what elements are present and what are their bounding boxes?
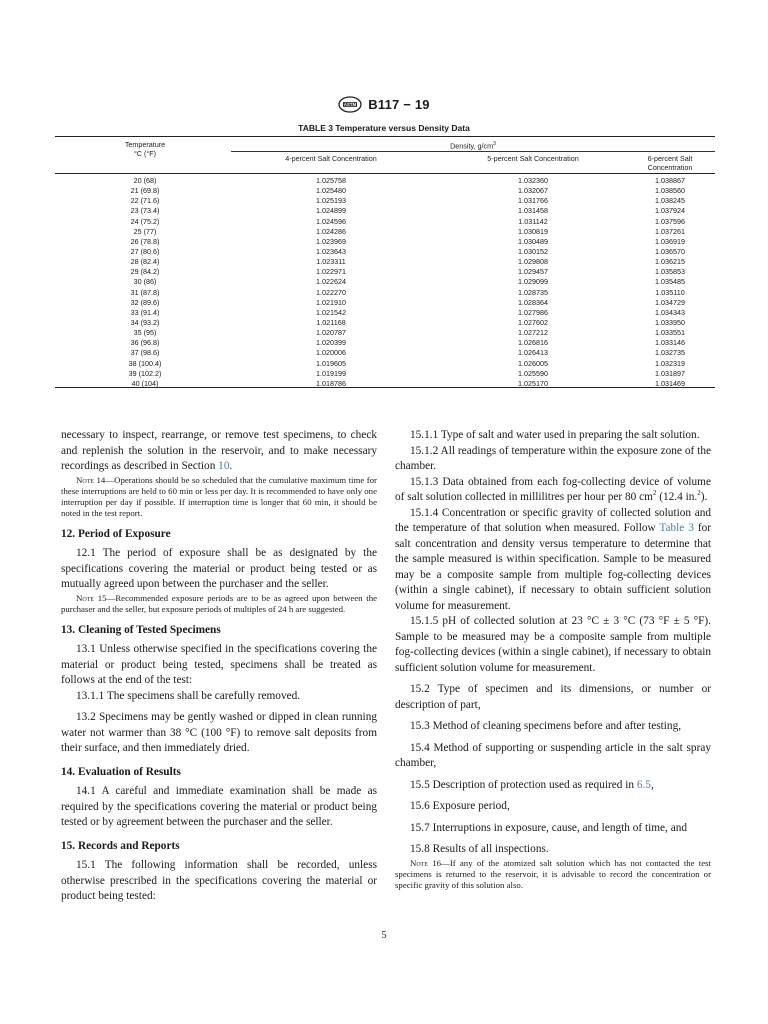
density-cell: 1.022971 [316, 267, 346, 277]
table-row [55, 318, 715, 328]
paragraph-13-1-1: 13.1.1 The specimens shall be carefully removed. [76, 689, 301, 702]
table-row [55, 308, 715, 318]
density-cell: 1.038560 [655, 186, 685, 196]
density-cell: 1.037596 [655, 216, 685, 226]
table-row [55, 288, 715, 298]
density-cell: 1.031458 [518, 206, 548, 216]
section-12-heading: 12. Period of Exposure [61, 527, 171, 540]
density-cell: 1.036215 [655, 257, 685, 267]
table-title: TABLE 3 Temperature versus Density Data [298, 123, 470, 133]
density-cell: 1.036919 [655, 236, 685, 246]
subheader-4-percent: 4-percent Salt Concentration [285, 154, 377, 163]
temperature-cell: 38 (100.4) [128, 358, 162, 368]
temperature-cell: 29 (84.2) [130, 267, 160, 277]
paragraph-15-5: 15.5 Description of protection used as required in 6.5, [410, 778, 654, 791]
density-cell: 1.038245 [655, 196, 685, 206]
table-row [55, 247, 715, 257]
density-cell: 1.032067 [518, 186, 548, 196]
density-cell: 1.023643 [316, 246, 346, 256]
density-cell: 1.029099 [518, 277, 548, 287]
density-cell: 1.025170 [518, 378, 548, 388]
section-14-heading: 14. Evaluation of Results [61, 765, 181, 778]
table-row [55, 237, 715, 247]
density-cell: 1.019199 [316, 368, 346, 378]
density-cell: 1.022270 [316, 287, 346, 297]
density-cell: 1.021910 [316, 297, 346, 307]
density-cell: 1.033551 [655, 328, 685, 338]
density-cell: 1.028735 [518, 287, 548, 297]
density-cell: 1.027602 [518, 317, 548, 327]
temperature-header: Temperature °C (°F) [124, 140, 166, 158]
table-row [55, 277, 715, 287]
density-cell: 1.021542 [316, 307, 346, 317]
temperature-cell: 40 (104) [131, 378, 159, 388]
section-13-heading: 13. Cleaning of Tested Specimens [61, 623, 221, 636]
note-15: Note 15—Recommended exposure periods are to be as agreed upon between the purchaser and the seller, but exposure periods of multiples of 24 h are suggested. [61, 592, 377, 614]
density-cell: 1.019605 [316, 358, 346, 368]
paragraph-15-7: 15.7 Interruptions in exposure, cause, and length of time, and [410, 821, 688, 834]
temperature-cell: 24 (75.2) [130, 216, 160, 226]
density-cell: 1.032360 [518, 176, 548, 185]
table-row [55, 176, 715, 186]
table-row [55, 186, 715, 196]
density-cell: 1.025590 [518, 368, 548, 378]
density-cell: 1.031142 [518, 216, 548, 226]
paragraph-15-8: 15.8 Results of all inspections. [410, 843, 549, 855]
density-cell: 1.034729 [655, 297, 685, 307]
density-cell: 1.031469 [655, 378, 685, 388]
density-cell: 1.031766 [518, 196, 548, 206]
density-cell: 1.036570 [655, 246, 685, 256]
subheader-6-percent: 6-percent Salt Concentration [647, 154, 693, 172]
paragraph-15-1-4: 15.1.4 Concentration or specific gravity of collected solution and the temperature of that solution when measured. Follow Table 3 for salt concentration and density versus temperature to determine that the sample measured is within specification. Sample to be measured may be a composite sample from multiple fog-collecting devices (within a single cabinet), if necessary to obtain sufficient solution volume for measurement. [395, 506, 711, 612]
density-cell: 1.033146 [655, 338, 685, 348]
density-cell: 1.018786 [316, 378, 346, 388]
table-row [55, 267, 715, 277]
density-cell: 1.032735 [655, 348, 685, 358]
paragraph-15-1-1: 15.1.1 Type of salt and water used in preparing the salt solution. [410, 429, 700, 441]
table-row [55, 257, 715, 267]
density-cell: 1.038867 [655, 176, 685, 185]
table-row [55, 338, 715, 348]
section-15-heading: 15. Records and Reports [61, 839, 180, 852]
table-row [55, 298, 715, 308]
temperature-cell: 35 (95) [133, 328, 157, 338]
temperature-cell: 39 (102.2) [128, 368, 162, 378]
density-cell: 1.020006 [316, 348, 346, 358]
paragraph-15-3: 15.3 Method of cleaning specimens before and after testing, [410, 720, 682, 732]
temperature-cell: 32 (89.6) [130, 297, 160, 307]
density-cell: 1.029457 [518, 267, 548, 277]
density-cell: 1.024596 [316, 216, 346, 226]
density-cell: 1.020399 [316, 338, 346, 348]
density-cell: 1.030152 [518, 246, 548, 256]
density-cell: 1.023311 [316, 257, 346, 267]
density-cell: 1.026816 [518, 338, 548, 348]
paragraph-15-1-2: 15.1.2 All readings of temperature within the exposure zone of the chamber. [395, 444, 711, 472]
standard-designation: B117 − 19 [368, 96, 430, 112]
density-cell: 1.021168 [316, 317, 346, 327]
density-cell: 1.024286 [316, 226, 346, 236]
subheader-5-percent: 5-percent Salt Concentration [487, 154, 579, 163]
table-row [55, 359, 715, 369]
table-row [55, 206, 715, 216]
density-cell: 1.034343 [655, 307, 685, 317]
density-cell: 1.033950 [655, 317, 685, 327]
temperature-cell: 20 (68) [133, 176, 157, 185]
table-row [55, 369, 715, 379]
temperature-cell: 34 (93.2) [130, 317, 160, 327]
density-cell: 1.028364 [518, 297, 548, 307]
density-cell: 1.026413 [518, 348, 548, 358]
table-body [55, 176, 715, 389]
temperature-cell: 23 (73.4) [130, 206, 160, 216]
section-10-link[interactable]: 10 [218, 460, 230, 472]
density-cell: 1.031897 [655, 368, 685, 378]
density-cell: 1.020787 [316, 328, 346, 338]
density-cell: 1.037261 [655, 226, 685, 236]
table-row [55, 227, 715, 237]
temperature-cell: 37 (98.6) [130, 348, 160, 358]
density-cell: 1.025480 [316, 186, 346, 196]
density-header: Density, $g/cm^3$ [450, 141, 496, 151]
paragraph-13-2: 13.2 Specimens may be gently washed or dipped in clean running water not warmer than 38 °C (100 °F) to remove salt deposits from their surface, and then immediately dried. [61, 711, 377, 754]
temperature-cell: 21 (69.8) [130, 186, 160, 196]
temperature-cell: 31 (87.8) [130, 287, 160, 297]
paragraph-15-1: 15.1 The following information shall be recorded, unless otherwise prescribed in the specifications covering the material or product being tested: [61, 859, 377, 902]
paragraph-13-1: 13.1 Unless otherwise specified in the specifications covering the material or product being tested, specimens shall be treated as follows at the end of the test: [61, 643, 377, 686]
note-16: Note 16—If any of the atomized salt solution which has not contacted the test specimens is returned to the reservoir, it is advisable to record the concentration or specific gravity of this solution also. [395, 857, 711, 890]
temperature-cell: 25 (77) [133, 226, 157, 236]
note-14: Note 14—Operations should be so scheduled that the cumulative maximum time for these interruptions are held to 60 min or less per day. It is recommended to have only one interruption per day if possible. If interruption time is longer that 60 min, it should be noted in the test report. [61, 474, 377, 518]
temperature-cell: 22 (71.6) [130, 196, 160, 206]
density-cell: 1.025758 [316, 176, 346, 185]
density-cell: 1.035110 [655, 287, 685, 297]
density-cell: 1.030489 [518, 236, 548, 246]
astm-logo-icon [338, 96, 362, 113]
density-cell: 1.035485 [655, 277, 685, 287]
density-cell: 1.026005 [518, 358, 548, 368]
temperature-cell: 36 (96.8) [130, 338, 160, 348]
paragraph-15-1-3: 15.1.3 Data obtained from each fog-collecting device of volume of salt solution collected in millilitres per hour per 80 $cm^2$ (12.4 in.$^2$). [395, 475, 711, 503]
temperature-cell: 26 (78.8) [130, 236, 160, 246]
density-cell: 1.025193 [316, 196, 346, 206]
page-header [0, 95, 768, 113]
left-text-column [61, 428, 377, 905]
paragraph-15-1-5: 15.1.5 pH of collected solution at 23 °C ± 3 °C (73 °F ± 5 °F). Sample to be measured may be a composite sample from multiple fog-collecting devices (within a single cabinet), if necessary to obtain sufficient solution volume for measurement. [395, 615, 711, 674]
density-cell: 1.037924 [655, 206, 685, 216]
table-row [55, 217, 715, 227]
temperature-cell: 28 (82.4) [130, 257, 160, 267]
table-row [55, 348, 715, 358]
temperature-cell: 33 (91.4) [130, 307, 160, 317]
density-cell: 1.029808 [518, 257, 548, 267]
density-cell: 1.022624 [316, 277, 346, 287]
density-cell: 1.024899 [316, 206, 346, 216]
right-text-column [395, 428, 711, 891]
svg-text:ASTM: ASTM [344, 101, 357, 107]
temperature-cell: 30 (86) [133, 277, 157, 287]
table-row [55, 196, 715, 206]
paragraph-15-6: 15.6 Exposure period, [410, 800, 510, 812]
density-cell: 1.023969 [316, 236, 346, 246]
density-cell: 1.032319 [655, 358, 685, 368]
paragraph-12-1: 12.1 The period of exposure shall be as designated by the specifications covering the material or product being tested or as mutually agreed upon between the purchaser and the seller. [61, 547, 377, 590]
table-row [55, 328, 715, 338]
paragraph-15-4: 15.4 Method of supporting or suspending article in the salt spray chamber, [395, 741, 711, 769]
continuation-paragraph: necessary to inspect, rearrange, or remove test specimens, to check and replenish the solution in the reservoir, and to make necessary recordings as described in Section 10. [61, 429, 377, 472]
paragraph-14-1: 14.1 A careful and immediate examination shall be made as required by the specifications covering the material or product being tested or by agreement between the purchaser and the seller. [61, 785, 377, 828]
density-cell: 1.035853 [655, 267, 685, 277]
temperature-cell: 27 (80.6) [130, 246, 160, 256]
density-cell: 1.027986 [518, 307, 548, 317]
page-number: 5 [381, 930, 387, 941]
table-3-link[interactable]: Table 3 [659, 522, 694, 534]
section-6-5-link[interactable]: 6.5 [636, 778, 651, 791]
density-cell: 1.027212 [518, 328, 548, 338]
paragraph-15-2: 15.2 Type of specimen and its dimensions, or number or description of part, [395, 683, 711, 711]
density-cell: 1.030819 [518, 226, 548, 236]
